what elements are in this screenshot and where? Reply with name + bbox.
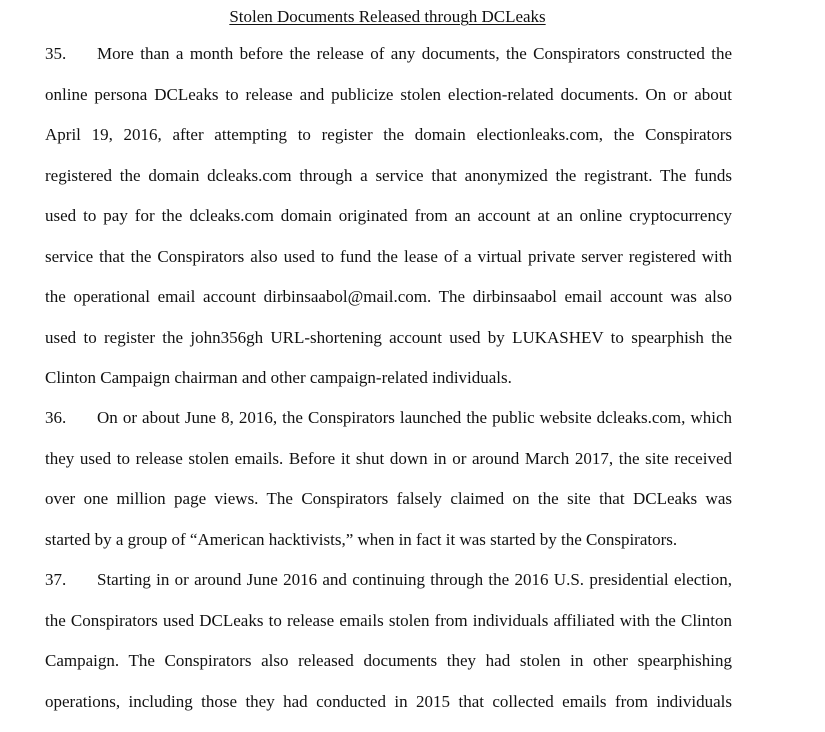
paragraph-line: online persona DCLeaks to release and publicize stolen election-related documents. On or about bbox=[45, 85, 732, 104]
paragraph-line: More than a month before the release of any documents, the Conspirators constructed the bbox=[97, 44, 732, 63]
paragraph-line: used to register the john356gh URL-shortening account used by LUKASHEV to spearphish the bbox=[45, 328, 732, 347]
paragraph-line: Starting in or around June 2016 and continuing through the 2016 U.S. presidential election, bbox=[97, 570, 732, 589]
paragraph-line: April 19, 2016, after attempting to register the domain electionleaks.com, the Conspirators bbox=[45, 125, 732, 144]
paragraph-line: over one million page views. The Conspirators falsely claimed on the site that DCLeaks was bbox=[45, 489, 732, 508]
paragraph-line: Campaign. The Conspirators also released documents they had stolen in other spearphishing bbox=[45, 651, 732, 670]
paragraph-line: Clinton Campaign chairman and other campaign-related individuals. bbox=[45, 368, 512, 387]
paragraph-line: started by a group of “American hacktivists,” when in fact it was started by the Conspirators. bbox=[45, 530, 678, 549]
paragraph-line: On or about June 8, 2016, the Conspirators launched the public website dcleaks.com, which bbox=[97, 408, 732, 427]
section-heading: Stolen Documents Released through DCLeaks bbox=[229, 7, 546, 26]
paragraph-line: they used to release stolen emails. Before it shut down in or around March 2017, the site received bbox=[45, 449, 732, 468]
paragraph-line: service that the Conspirators also used to fund the lease of a virtual private server registered with bbox=[45, 247, 732, 266]
paragraph-number: 36. bbox=[45, 408, 67, 427]
paragraph-line: the Conspirators used DCLeaks to release emails stolen from individuals affiliated with the Clinton bbox=[45, 611, 732, 630]
paragraph-number: 37. bbox=[45, 570, 67, 589]
paragraph-line: the operational email account dirbinsaabol@mail.com. The dirbinsaabol email account was also bbox=[45, 287, 732, 306]
paragraph-line: operations, including those they had conducted in 2015 that collected emails from individuals bbox=[45, 692, 732, 711]
paragraph-line: used to pay for the dcleaks.com domain originated from an account at an online cryptocurrency bbox=[45, 206, 732, 225]
paragraph-line: registered the domain dcleaks.com through a service that anonymized the registrant. The funds bbox=[45, 166, 732, 185]
paragraph-number: 35. bbox=[45, 44, 67, 63]
